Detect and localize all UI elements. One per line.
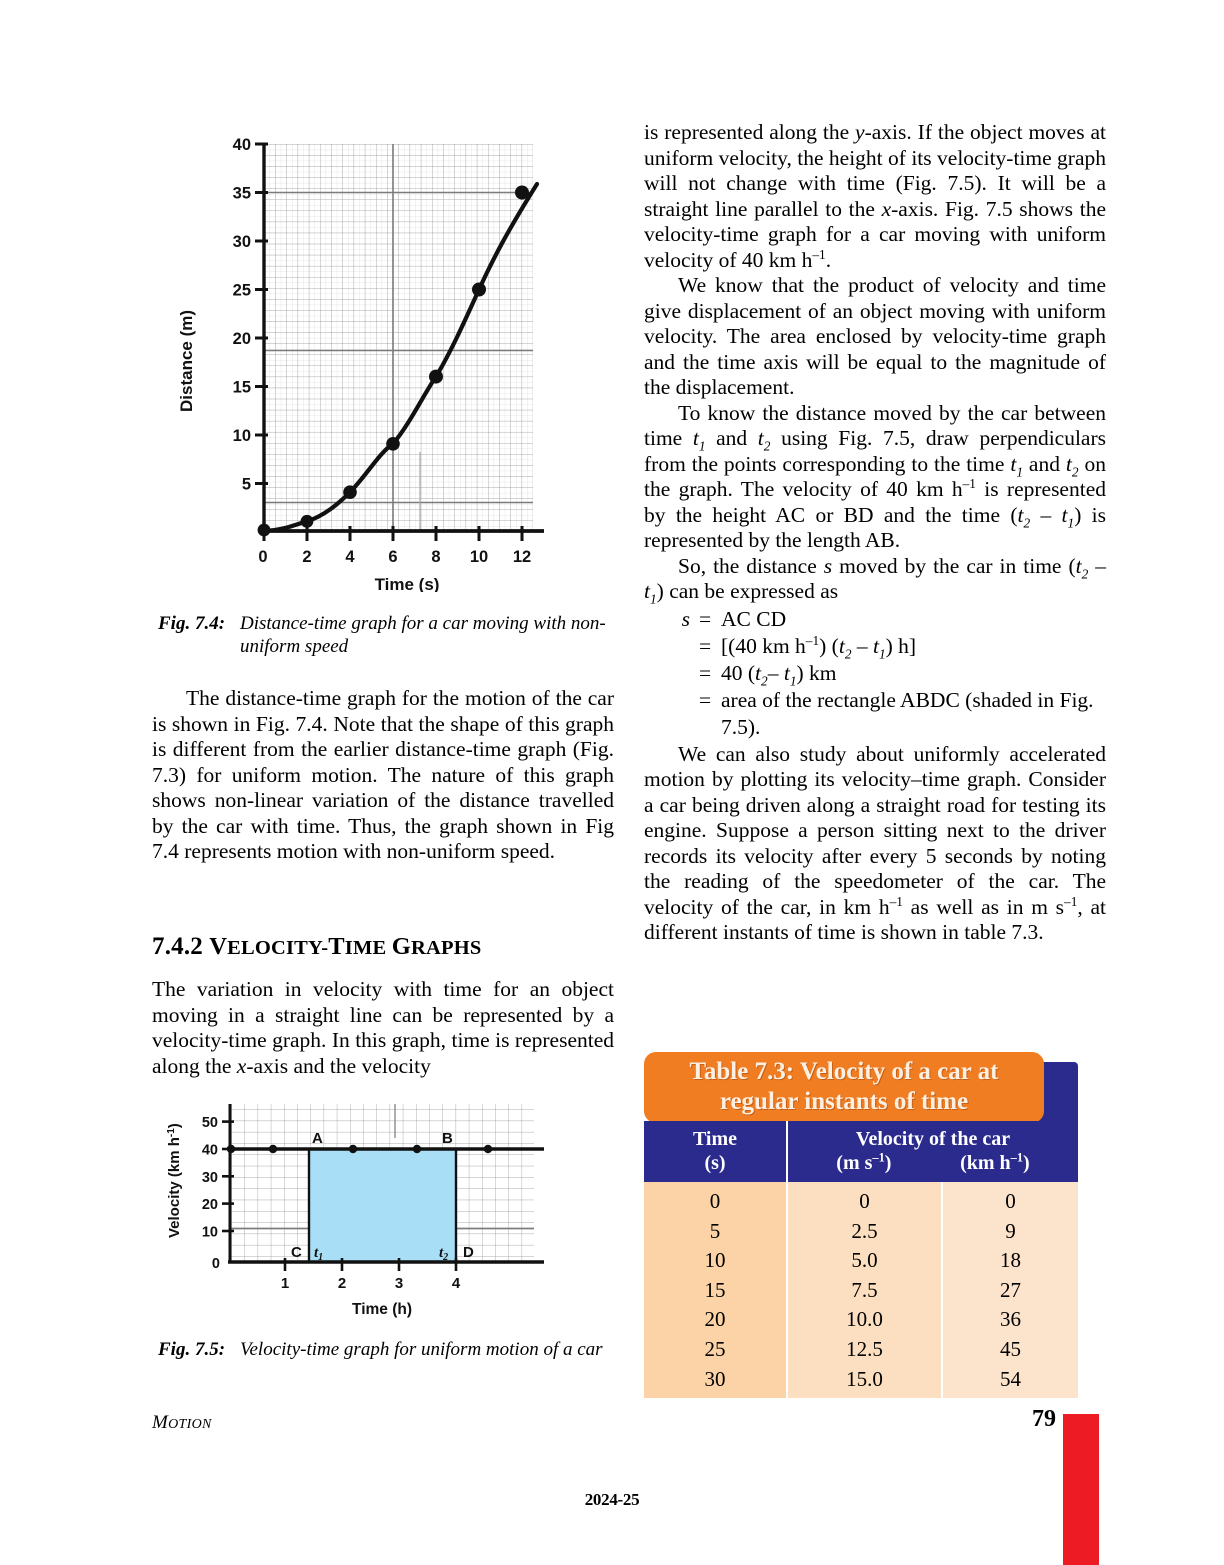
- table-cell-time: 30: [704, 1366, 726, 1391]
- equation-line-2: [644, 633, 1106, 660]
- text-frag: using Fig. 7.5, draw perpendiculars from the points corresponding to the time: [644, 426, 1106, 476]
- figure-7-5-caption-text: Velocity-time graph for uniform motion of a car: [240, 1339, 603, 1360]
- superscript-minus1: –1: [872, 1150, 885, 1165]
- svg-text:10: 10: [232, 427, 251, 445]
- equation-line-3: [644, 660, 1106, 687]
- table-header-row: [644, 1121, 1078, 1182]
- t2-inline: $t_2$: [838, 633, 852, 661]
- t1-inline: $t_1$: [1010, 451, 1023, 479]
- table-cell-time: 10: [704, 1248, 726, 1273]
- table-cell-ms: 7.5: [851, 1277, 878, 1302]
- text-frag: –: [767, 660, 784, 685]
- label-D: D: [463, 1244, 474, 1261]
- t2-inline: $t_2$: [1017, 502, 1031, 530]
- text-frag: (m s: [836, 1152, 873, 1174]
- label-C: C: [291, 1244, 302, 1261]
- text-frag: –: [1088, 553, 1107, 578]
- svg-text:8: 8: [431, 548, 441, 566]
- table-column-time: [644, 1182, 788, 1398]
- svg-text:6: 6: [388, 548, 398, 566]
- table-cell-kmh: 27: [1000, 1277, 1021, 1302]
- equals-sign: =: [699, 660, 712, 685]
- svg-text:25: 25: [232, 281, 251, 300]
- table-cell-ms: 5.0: [851, 1248, 878, 1273]
- svg-text:2: 2: [302, 548, 312, 566]
- left-column-text-2: [152, 977, 614, 1079]
- text-frag: is represented by the height AC or BD and the time (: [644, 477, 1106, 527]
- table-column-ms: [788, 1182, 943, 1398]
- table-cell-ms: 12.5: [846, 1336, 883, 1361]
- figure-7-5-label: Fig. 7.5:: [158, 1339, 226, 1360]
- figure-7-5-caption: [158, 1338, 610, 1361]
- y-axis-labels: [233, 136, 251, 494]
- velocity-time-graph: [152, 1098, 614, 1328]
- svg-text:30: 30: [201, 1169, 218, 1186]
- svg-text:15: 15: [232, 378, 251, 397]
- footer-cap: M: [152, 1412, 169, 1433]
- text-frag: on the graph. The velocity of 40 km h: [644, 451, 1106, 501]
- equals-sign: =: [699, 606, 712, 631]
- svg-text:2: 2: [337, 1275, 347, 1292]
- text-frag: ): [1023, 1152, 1030, 1174]
- x-axis-labels: [258, 548, 531, 566]
- text-frag: To know the distance moved by the car between time: [644, 400, 1106, 450]
- text-frag: –: [1030, 502, 1062, 527]
- header-unit-ms: [836, 1151, 891, 1175]
- figure-7-4-caption: [158, 612, 610, 658]
- table-cell-time: 5: [709, 1218, 721, 1243]
- heading-cap-v: V: [209, 933, 228, 960]
- equation-lhs-empty: [644, 633, 699, 660]
- heading-time: IME: [344, 937, 387, 959]
- t1-inline: $t_1$: [783, 660, 797, 688]
- paragraph-distance-time: The distance-time graph for the motion of the car is shown in Fig. 7.4. Note that the shape of this graph is different from the earlier distance-time graph (Fig. 7.3) for uniform motion. The nature of this graph shows non-linear variation of the distance travelled by the car with time. Thus, the graph shown in Fig 7.4 represents motion with non-uniform speed.: [152, 686, 614, 863]
- svg-text:12: 12: [512, 548, 532, 566]
- superscript-minus1: –1: [1010, 1150, 1024, 1165]
- paragraph-product-velocity: We know that the product of velocity and time give displacement of an object moving with uniform velocity. The area enclosed by velocity-time graph and the time axis will be equal to the magnitude of the displacement.: [644, 273, 1106, 399]
- equation-rhs: area of the rectangle ABDC (shaded in Fig. 7.5).: [721, 687, 1094, 739]
- svg-text:5: 5: [241, 475, 251, 494]
- text-frag: as well as in m s: [902, 894, 1065, 919]
- table-cell-time: 25: [704, 1336, 726, 1361]
- equation-lhs-empty: [644, 687, 699, 741]
- y-axis-title: Distance (m): [177, 309, 196, 412]
- table-cell-kmh: 18: [1000, 1248, 1021, 1273]
- text-frag: ) (: [819, 633, 839, 658]
- header-unit-kmh: [960, 1151, 1030, 1175]
- svg-text:50: 50: [201, 1115, 218, 1131]
- x-axis-title: Time (h): [352, 1301, 412, 1318]
- text-frag: and: [1023, 451, 1066, 476]
- table-cell-ms: 0: [859, 1189, 870, 1213]
- svg-text:35: 35: [232, 184, 251, 203]
- text-frag: is represented along the: [644, 120, 856, 144]
- text-frag: ) km: [796, 660, 837, 685]
- table-cell-time: 20: [704, 1307, 726, 1332]
- label-t1-sub: 1: [318, 1252, 324, 1263]
- page-number: 79: [1032, 1406, 1056, 1432]
- label-t2: t: [439, 1245, 444, 1261]
- t1-inline: $t_1$: [644, 579, 657, 607]
- table-cell-kmh: 54: [1000, 1366, 1021, 1391]
- grid-area: [264, 144, 533, 531]
- t2-inline: $t_2$: [1075, 553, 1089, 581]
- paragraph-y-axis: [644, 120, 1106, 273]
- svg-text:1: 1: [280, 1275, 290, 1292]
- header-velocity: [788, 1121, 1078, 1182]
- x-axis-italic: x: [236, 1053, 247, 1078]
- heading-velocity: ELOCITY: [227, 937, 322, 959]
- figure-7-4-caption-text: Distance-time graph for a car moving with non-uniform speed: [240, 613, 606, 657]
- label-t2-sub: 2: [443, 1252, 449, 1263]
- equation-line-4: [644, 687, 1106, 741]
- table-7-3: [644, 1052, 1078, 1398]
- text-frag: (km h: [960, 1152, 1011, 1174]
- superscript-minus1: –1: [812, 246, 826, 262]
- edition-year: 2024-25: [584, 1490, 640, 1509]
- header-time-label: Time: [692, 1128, 738, 1150]
- table-cell-kmh: 36: [1000, 1307, 1021, 1332]
- table-body: [644, 1182, 1078, 1398]
- x-axis-italic: x: [881, 196, 892, 221]
- figure-7-4-label: Fig. 7.4:: [158, 613, 226, 634]
- svg-text:20: 20: [201, 1197, 218, 1213]
- text-frag: ): [884, 1152, 892, 1174]
- superscript-minus1: –1: [962, 475, 976, 491]
- table-cell-ms: 2.5: [851, 1218, 878, 1243]
- section-heading-7-4-2: [152, 933, 481, 961]
- svg-text:3: 3: [394, 1275, 404, 1292]
- x-axis-title: Time (s): [374, 575, 440, 592]
- header-time-unit: (s): [704, 1152, 726, 1174]
- svg-text:10: 10: [201, 1224, 218, 1241]
- superscript-minus1: –1: [1064, 893, 1078, 909]
- text-frag: ) can be expressed as: [656, 579, 839, 603]
- heading-graphs: RAPHS: [410, 937, 482, 959]
- table-column-kmh: [943, 1182, 1078, 1398]
- text-frag: -axis. Fig. 7.5 shows the velocity-time graph for a car moving with uniform velocity of 40 km h: [644, 196, 1106, 272]
- equation-lhs: s: [681, 606, 690, 631]
- t1-inline: $t_1$: [1061, 502, 1075, 530]
- table-cell-kmh: 45: [1000, 1336, 1021, 1361]
- right-column-text: [644, 120, 1106, 946]
- superscript-minus1: –1: [805, 632, 820, 648]
- superscript-minus1: –1: [889, 893, 903, 909]
- figure-7-4: [152, 122, 614, 592]
- svg-text:0: 0: [258, 548, 268, 566]
- paragraph-perpendiculars: [644, 401, 1106, 554]
- label-t1: t: [314, 1245, 319, 1261]
- equation-line-1: [644, 606, 1106, 633]
- text-frag: –: [851, 633, 873, 658]
- svg-text:0: 0: [211, 1256, 220, 1272]
- footer-chapter-name: MOTION: [152, 1412, 212, 1433]
- svg-text:4: 4: [345, 548, 355, 566]
- text-frag: [(40 km h: [721, 633, 806, 658]
- y-axis-italic: y: [855, 120, 865, 144]
- svg-text:40: 40: [232, 136, 251, 154]
- t2-inline: $t_2$: [757, 426, 771, 454]
- t2-inline: $t_2$: [755, 660, 768, 688]
- section-number: 7.4.2: [152, 933, 203, 960]
- t1-inline: $t_1$: [872, 633, 886, 661]
- variable-s: s: [823, 553, 833, 578]
- equation-rhs: [721, 633, 1106, 660]
- table-cell-ms: 10.0: [846, 1307, 883, 1332]
- svg-text:30: 30: [232, 233, 251, 251]
- table-cell-ms: 15.0: [846, 1366, 883, 1391]
- svg-text:4: 4: [451, 1275, 461, 1292]
- svg-text:40: 40: [201, 1142, 218, 1159]
- text-frag: .: [825, 247, 832, 272]
- paragraph-distance-s: [644, 554, 1106, 605]
- text-frag: ) is represented by the length AB.: [644, 502, 1107, 552]
- text-frag: We can also study about uniformly accelerated motion by plotting its velocity–time graph. Consider a car being driven along a straight road for testing its engine. Suppose a person sitting next to the driver records its velocity after every 5 seconds by noting the reading of the speedometer of the car. The velocity of the car, in km h: [644, 741, 1106, 919]
- label-A: A: [312, 1130, 323, 1147]
- heading-cap-g: G: [391, 933, 411, 960]
- svg-text:10: 10: [469, 548, 489, 566]
- equation-rhs: AC CD: [721, 606, 787, 631]
- text-frag: So, the distance: [678, 553, 824, 578]
- equation-rhs: [721, 660, 1106, 687]
- equals-sign: =: [699, 687, 712, 712]
- label-B: B: [442, 1130, 453, 1147]
- equals-sign: =: [699, 633, 712, 658]
- text-frag: ) h]: [885, 633, 917, 658]
- x-axis-labels: [281, 1275, 461, 1292]
- table-cell-time: 15: [704, 1277, 726, 1302]
- text-frag: moved by the car in time (: [832, 553, 1076, 578]
- figure-7-5: [152, 1098, 614, 1328]
- header-velocity-label: Velocity of the car: [855, 1128, 1011, 1150]
- text-frag: -axis. If the object moves at uniform velocity, the height of its velocity-time graph will not change with time (Fig. 7.5). It will be a straight line parallel to the: [644, 120, 1107, 221]
- table-title: Table 7.3: Velocity of a car at regular instants of time: [644, 1052, 1044, 1123]
- equation-block: [644, 606, 1106, 741]
- text-frag: 40 (: [721, 660, 756, 685]
- paragraph-uniform-acceleration: [644, 742, 1106, 946]
- text-frag: , at different instants of time is shown in table 7.3.: [644, 894, 1106, 944]
- t2-inline: $t_2$: [1065, 451, 1079, 479]
- left-column-text: [152, 686, 614, 865]
- t1-inline: $t_1$: [692, 426, 706, 454]
- shaded-area-ABDC: [309, 1149, 456, 1262]
- paragraph-velocity-time: The variation in velocity with time for an object moving in a straight line can be represented by a velocity-time graph. In this graph, time is represented along the x-axis and the velocity: [152, 977, 614, 1078]
- equation-lhs-empty: [644, 660, 699, 687]
- text-frag: and: [705, 426, 758, 450]
- y-axis-labels: [202, 1115, 220, 1272]
- table-cell-kmh: 0: [1005, 1189, 1016, 1213]
- heading-dash: -: [321, 937, 329, 959]
- table-cell-kmh: 9: [1005, 1218, 1016, 1243]
- y-axis-title: Velocity (km $h^{-1}$): [166, 1123, 183, 1238]
- svg-text:20: 20: [232, 330, 251, 348]
- header-time: [644, 1121, 788, 1182]
- heading-cap-t: T: [328, 933, 345, 960]
- distance-time-graph: [152, 122, 614, 592]
- table-cell-time: 0: [709, 1189, 721, 1213]
